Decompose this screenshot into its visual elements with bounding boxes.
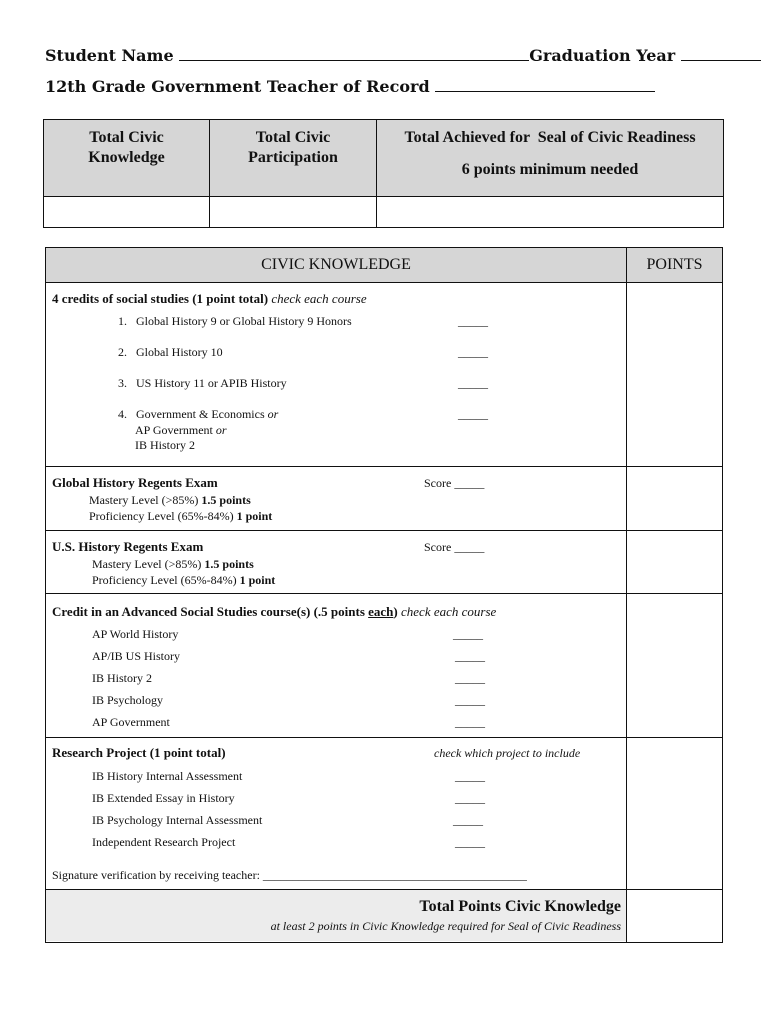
total-civic-knowledge-value[interactable] — [44, 197, 210, 228]
us-regents-score[interactable]: Score _____ — [424, 540, 485, 554]
student-name-field[interactable] — [179, 46, 529, 61]
credits-note: check each course — [271, 291, 367, 306]
mastery-label: Mastery Level (>85%) — [92, 557, 202, 571]
points-header: POINTS — [646, 256, 703, 273]
advanced-item-check[interactable]: _____ — [455, 649, 485, 663]
advanced-item: AP/IB US History — [92, 649, 181, 663]
divider-advanced — [45, 737, 723, 738]
credit-item-4-line3: IB History 2 — [135, 438, 195, 452]
total-achieved-value[interactable] — [377, 197, 724, 228]
divider-global — [45, 530, 723, 531]
col2-line1: Total Civic — [255, 129, 331, 146]
item-label: Global History 10 — [136, 345, 223, 359]
item-number: 1. — [118, 314, 127, 328]
proficiency-label: Proficiency Level (65%-84%) — [89, 509, 234, 523]
global-proficiency — [89, 509, 272, 524]
divider-research — [45, 889, 723, 890]
global-regents-heading: Global History Regents Exam — [52, 475, 218, 490]
advanced-item-check[interactable]: _____ — [455, 715, 485, 729]
global-mastery — [89, 493, 251, 508]
research-item-check[interactable]: _____ — [455, 769, 485, 783]
proficiency-points: 1 point — [236, 509, 273, 523]
advanced-item-check[interactable]: _____ — [455, 671, 485, 685]
signature-line[interactable]: Signature verification by receiving teacher: ____________________________________________ — [52, 868, 527, 882]
research-note: check which project to include — [434, 746, 581, 760]
proficiency-label: Proficiency Level (65%-84%) — [92, 573, 237, 587]
advanced-item-check[interactable]: _____ — [453, 627, 483, 641]
student-name-label: Student Name — [45, 46, 174, 65]
advanced-heading — [52, 604, 496, 620]
divider-credits — [45, 466, 723, 467]
item-label: Global History 9 or Global History 9 Honors — [136, 314, 352, 328]
credit-item-1 — [118, 314, 352, 329]
points-column-divider — [626, 247, 627, 943]
advanced-item-check[interactable]: _____ — [455, 693, 485, 707]
teacher-label: 12th Grade Government Teacher of Record — [45, 77, 430, 96]
item-or: or — [215, 423, 227, 437]
credit-item-1-check[interactable]: _____ — [458, 314, 488, 328]
credit-item-2 — [118, 345, 223, 360]
summary-table — [43, 119, 724, 228]
divider-us — [45, 593, 723, 594]
research-heading: Research Project (1 point total) — [52, 745, 226, 760]
item-label: Government & Economics — [136, 407, 265, 421]
col1-line1: Total Civic — [89, 129, 164, 146]
us-mastery — [92, 557, 254, 572]
global-regents-score[interactable]: Score _____ — [424, 476, 485, 490]
total-achieved-header — [377, 120, 724, 197]
total-civic-participation-value[interactable] — [210, 197, 377, 228]
research-item-check[interactable]: _____ — [455, 835, 485, 849]
mastery-label: Mastery Level (>85%) — [89, 493, 199, 507]
research-item: Independent Research Project — [92, 835, 236, 849]
divider-title — [45, 282, 723, 283]
total-civic-knowledge-header — [44, 120, 210, 197]
item-number: 3. — [118, 376, 127, 390]
research-item: IB Extended Essay in History — [92, 791, 235, 805]
mastery-points: 1.5 points — [201, 493, 251, 507]
credits-heading-text: 4 credits of social studies (1 point total) — [52, 291, 269, 306]
advanced-item: AP World History — [92, 627, 179, 641]
us-proficiency — [92, 573, 275, 588]
advanced-item: IB History 2 — [92, 671, 152, 685]
proficiency-points: 1 point — [239, 573, 276, 587]
credit-item-3 — [118, 376, 287, 391]
advanced-item: IB Psychology — [92, 693, 164, 707]
credits-heading — [52, 291, 367, 307]
col1-line2: Knowledge — [88, 149, 165, 166]
total-civic-participation-header — [210, 120, 377, 197]
item-number: 4. — [118, 407, 127, 421]
total-points-value[interactable] — [627, 890, 722, 941]
civic-knowledge-title: CIVIC KNOWLEDGE — [261, 256, 411, 273]
credit-item-4-check[interactable]: _____ — [458, 407, 488, 421]
credit-item-3-check[interactable]: _____ — [458, 376, 488, 390]
research-item: IB History Internal Assessment — [92, 769, 243, 783]
item-or: or — [267, 407, 279, 421]
item-label: US History 11 or APIB History — [136, 376, 287, 390]
advanced-heading-close: ) — [393, 604, 398, 619]
total-points-note: at least 2 points in Civic Knowledge required for Seal of Civic Readiness — [270, 919, 621, 933]
us-regents-heading: U.S. History Regents Exam — [52, 539, 204, 554]
col3-title: Total Achieved for Seal of Civic Readiness — [404, 129, 696, 146]
advanced-item: AP Government — [92, 715, 170, 729]
teacher-field[interactable] — [435, 77, 655, 92]
teacher-row — [45, 77, 655, 96]
col2-line2: Participation — [248, 149, 338, 166]
credit-item-4 — [118, 407, 278, 422]
research-item-check[interactable]: _____ — [455, 791, 485, 805]
advanced-heading-text: Credit in an Advanced Social Studies course(s) (.5 points — [52, 604, 369, 619]
student-name-row — [45, 46, 761, 65]
mastery-points: 1.5 points — [204, 557, 254, 571]
credit-item-4-line2 — [135, 423, 227, 438]
graduation-year-label: Graduation Year — [529, 46, 676, 65]
advanced-note: check each course — [401, 604, 497, 619]
graduation-year-field[interactable] — [681, 46, 761, 61]
research-item-check[interactable]: _____ — [453, 813, 483, 827]
research-item: IB Psychology Internal Assessment — [92, 813, 263, 827]
advanced-heading-each: each — [368, 604, 394, 619]
item-label: AP Government — [135, 423, 213, 437]
credit-item-2-check[interactable]: _____ — [458, 345, 488, 359]
item-number: 2. — [118, 345, 127, 359]
col3-sub: 6 points minimum needed — [461, 161, 639, 178]
total-points-label: Total Points Civic Knowledge — [419, 898, 621, 915]
